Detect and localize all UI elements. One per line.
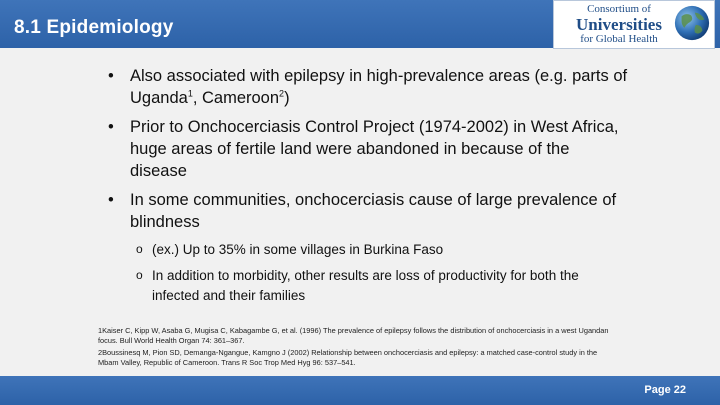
bullet-text-end: ): [284, 89, 290, 107]
bullet-epilepsy: [108, 65, 628, 109]
sub-bullet-marker: o: [136, 268, 143, 282]
logo-line-2: Universities: [576, 15, 662, 34]
sub-bullet-text: In addition to morbidity, other results are loss of productivity for both the infected and their families: [152, 268, 579, 303]
footnote-ref-1: 1: [187, 88, 193, 99]
globe-icon: [673, 4, 711, 42]
slide-title: 8.1 Epidemiology: [14, 17, 174, 38]
bullet-blindness: [108, 189, 628, 233]
bullet-marker: •: [108, 191, 114, 209]
cugh-logo: [553, 0, 715, 49]
footnote-ref-2: 2: [279, 88, 285, 99]
sub-bullet-productivity: [108, 266, 628, 306]
bullet-marker: •: [108, 67, 114, 85]
slide-content: [108, 65, 628, 312]
reference-2: 2Boussinesq M, Pion SD, Demanga-Ngangue, Kamgno J (2002) Relationship between onchocerciasis and epilepsy: a matched case-control study in the Mbam Valley, Republic of Cameroon. Trans R Soc Trop Med Hyg 96: 537–541.: [98, 348, 598, 367]
sub-bullet-burkina-faso: [108, 240, 628, 260]
bullet-text-mid: , Cameroon: [192, 89, 280, 107]
logo-line-3: for Global Health: [580, 33, 658, 45]
references: [98, 326, 618, 370]
bullet-text: In some communities, onchocerciasis cause of large prevalence of blindness: [130, 191, 617, 231]
bullet-text: Also associated with epilepsy in high-prevalence areas (e.g. parts of Uganda: [130, 67, 628, 107]
sub-bullet-text: (ex.) Up to 35% in some villages in Burkina Faso: [152, 242, 444, 257]
reference-1: 1Kaiser C, Kipp W, Asaba G, Mugisa C, Kabagambe G, et al. (1996) The prevalence of epilepsy follows the distribution of onchocerciasis in a west Ugandan focus. Bull World Health Organ 74: 361–367.: [98, 326, 609, 345]
sub-bullet-marker: o: [136, 242, 143, 256]
page-number: Page 22: [644, 384, 686, 396]
bullet-land-abandoned: [108, 116, 628, 182]
bullet-marker: •: [108, 118, 114, 136]
bullet-text: Prior to Onchocerciasis Control Project (1974-2002) in West Africa, huge areas of fertile land were abandoned in because of the disease: [130, 118, 619, 180]
footer-bar: [0, 376, 720, 405]
logo-line-1: Consortium of: [587, 3, 651, 15]
logo-text: [564, 4, 674, 45]
